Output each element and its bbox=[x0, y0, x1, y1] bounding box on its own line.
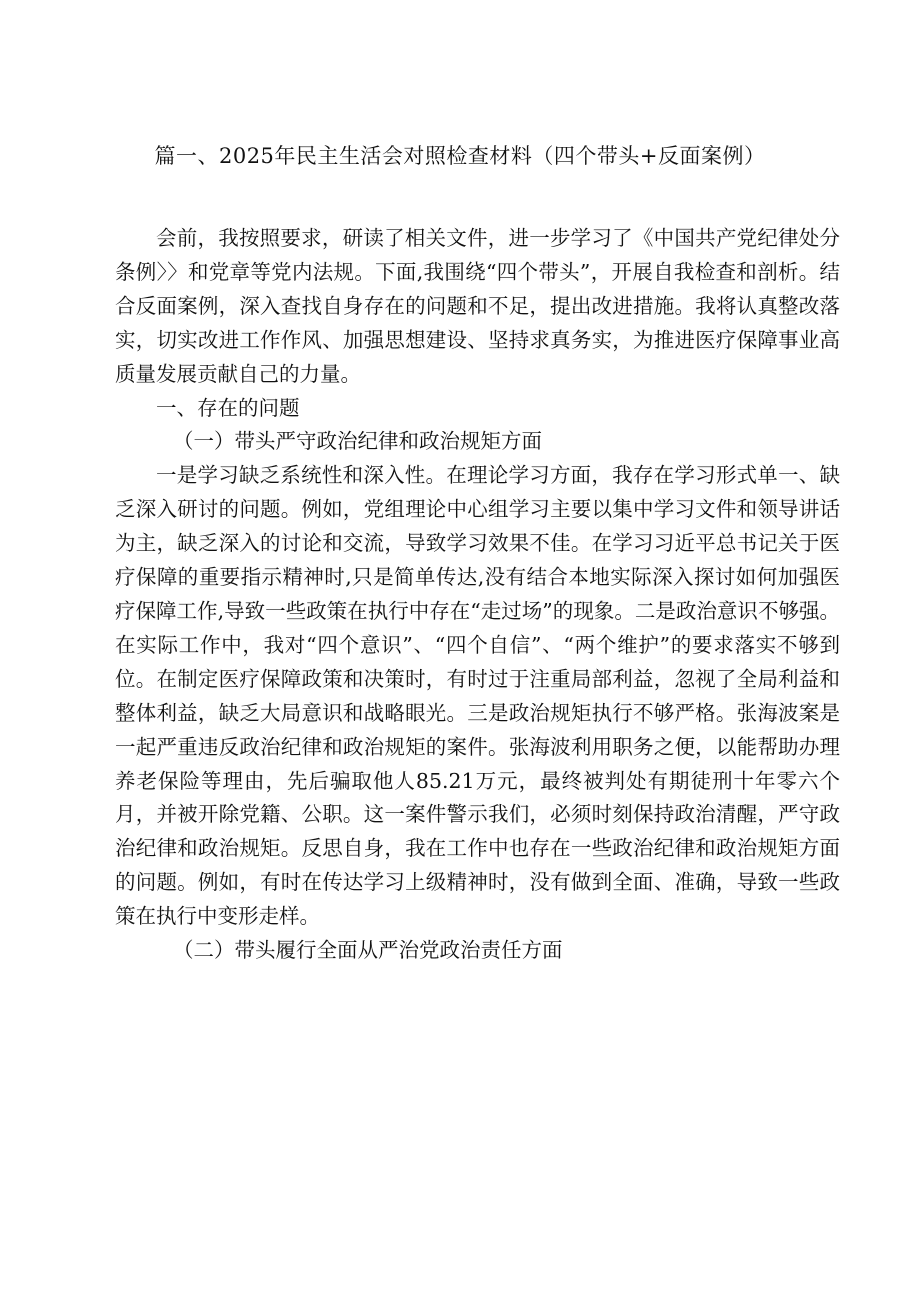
intro-paragraph: 会前，我按照要求，研读了相关文件，进一步学习了《中国共产党纪律处分条例〉〉和党章等党内法规。下面,我围绕“四个带头”，开展自我检查和剖析。结合反面案例，深入查找自身存在的问题和不足，提出改进措施。我将认真整改落实，切实改进工作作风、加强思想建设、坚持求真务实，为推进医疗保障事业高质量发展贡献自己的力量。 bbox=[115, 226, 840, 386]
document-title: 篇一、2025年民主生活会对照检查材料（四个带头+反面案例） bbox=[154, 144, 766, 168]
subsection-heading-party-governance: （二）带头履行全面从严治党政治责任方面 bbox=[173, 938, 563, 963]
subsection-body-political-discipline: 一是学习缺乏系统性和深入性。在理论学习方面，我存在学习形式单一、缺乏深入研讨的问题。例如，党组理论中心组学习主要以集中学习文件和领导讲话为主，缺乏深入的讨论和交流，导致学习效果不佳。在学习习近平总书记关于医疗保障的重要指示精神时,只是简单传达,没有结合本地实际深入探讨如何加强医疗保障工作,导致一些政策在执行中存在“走过场”的现象。二是政治意识不够强。在实际工作中，我对“四个意识”、“四个自信”、“两个维护”的要求落实不够到位。在制定医疗保障政策和决策时，有时过于注重局部利益，忽视了全局利益和整体利益，缺乏大局意识和战略眼光。三是政治规矩执行不够严格。张海波案是一起严重违反政治纪律和政治规矩的案件。张海波利用职务之便，以能帮助办理养老保险等理由，先后骗取他人85.21万元，最终被判处有期徒刑十年零六个月，并被开除党籍、公职。这一案件警示我们，必须时刻保持政治清醒，严守政治纪律和政治规矩。反思自身，我在工作中也存在一些政治纪律和政治规矩方面的问题。例如，有时在传达学习上级精神时，没有做到全面、准确，导致一些政策在执行中变形走样。 bbox=[115, 463, 840, 929]
document-body bbox=[115, 222, 840, 968]
subsection-heading-political-discipline: （一）带头严守政治纪律和政治规矩方面 bbox=[173, 429, 542, 454]
section-heading-problems: 一、存在的问题 bbox=[156, 395, 300, 420]
